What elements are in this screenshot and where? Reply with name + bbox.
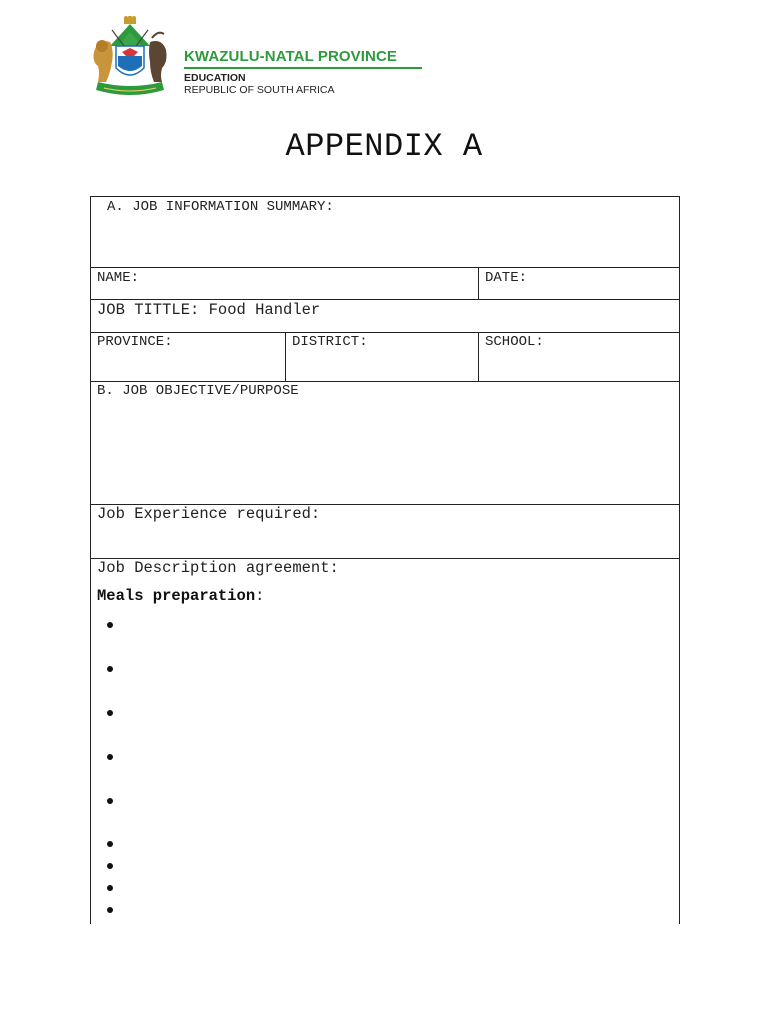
section-a-heading: A. JOB INFORMATION SUMMARY: — [107, 199, 334, 215]
department-name: EDUCATION — [184, 72, 246, 84]
page-title: APPENDIX A — [285, 128, 483, 165]
section-b-row[interactable] — [91, 382, 679, 505]
province-label: PROVINCE: — [97, 334, 173, 350]
meals-heading-text: Meals preparation — [97, 587, 256, 605]
job-title-row — [91, 300, 679, 333]
bullet-point — [107, 666, 113, 672]
school-label: SCHOOL: — [485, 334, 544, 350]
date-cell[interactable] — [478, 268, 679, 299]
province-cell[interactable] — [91, 333, 286, 381]
section-b-heading: B. JOB OBJECTIVE/PURPOSE — [97, 383, 299, 399]
date-label: DATE: — [485, 270, 528, 286]
bullet-point — [107, 841, 113, 847]
bullet-point — [107, 863, 113, 869]
school-cell[interactable] — [478, 333, 679, 381]
district-cell[interactable] — [285, 333, 479, 381]
bullet-point — [107, 885, 113, 891]
name-label: NAME: — [97, 270, 140, 286]
bullet-point — [107, 907, 113, 913]
bullet-point — [107, 710, 113, 716]
bullet-point — [107, 798, 113, 804]
meals-heading — [97, 587, 264, 605]
experience-row[interactable] — [91, 505, 679, 559]
bullet-point — [107, 754, 113, 760]
agreement-label: Job Description agreement: — [97, 559, 339, 577]
coat-of-arms-icon — [88, 16, 172, 102]
meals-heading-colon: : — [255, 587, 265, 605]
name-date-row — [91, 268, 679, 300]
experience-label: Job Experience required: — [97, 505, 321, 523]
section-a-row — [91, 197, 679, 268]
bullet-point — [107, 622, 113, 628]
job-description-form — [90, 196, 680, 924]
job-title-field: JOB TITTLE: Food Handler — [97, 301, 321, 319]
organization-name: KWAZULU-NATAL PROVINCE — [184, 48, 398, 65]
district-label: DISTRICT: — [292, 334, 368, 350]
agreement-section — [91, 559, 679, 925]
location-row — [91, 333, 679, 382]
name-cell[interactable] — [91, 268, 480, 299]
document-header — [88, 16, 428, 106]
country-name: REPUBLIC OF SOUTH AFRICA — [184, 84, 335, 96]
organization-rule — [184, 67, 422, 69]
organization-block — [184, 48, 424, 96]
